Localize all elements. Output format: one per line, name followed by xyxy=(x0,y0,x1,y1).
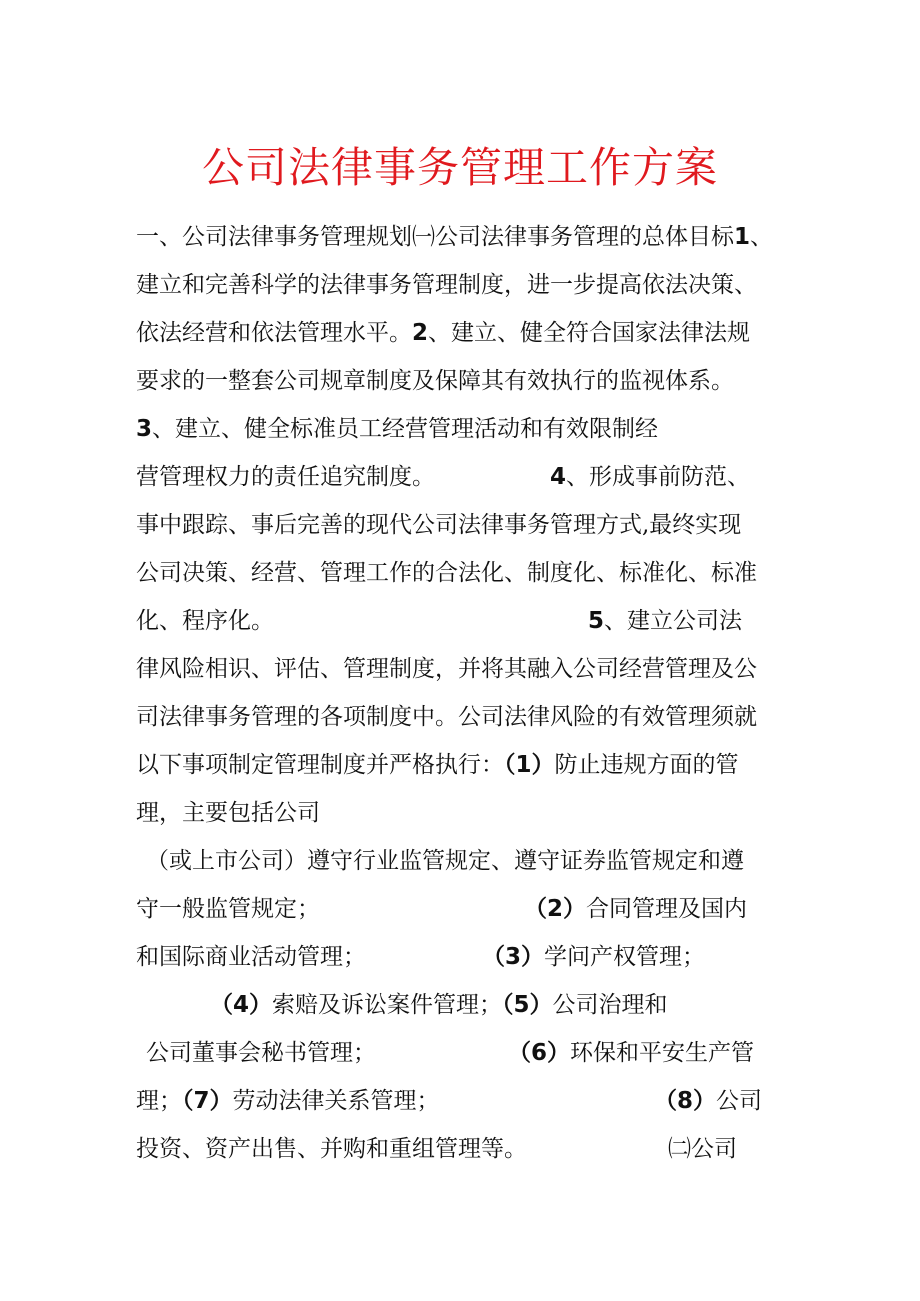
text-line xyxy=(654,1085,762,1117)
document-title: 公司法律事务管理工作方案 xyxy=(201,143,718,192)
text-segment: 、建立公司法 xyxy=(604,608,743,634)
text-line xyxy=(136,413,658,445)
text-line xyxy=(136,557,757,589)
text-line xyxy=(136,701,757,733)
text-line xyxy=(524,893,747,925)
item-number: （2） xyxy=(524,896,587,922)
text-segment: 要求的一整套公司规章制度及保障其有效执行的监视体系。 xyxy=(136,368,734,394)
text-line xyxy=(136,653,757,685)
text-segment: 、建立、健全标准员工经营管理活动和有效限制经 xyxy=(152,416,659,442)
text-segment: 公司治理和 xyxy=(552,992,668,1018)
text-segment: 营管理权力的责任追究制度。 xyxy=(136,464,435,490)
text-segment: 公司 xyxy=(716,1088,763,1114)
text-line xyxy=(668,1133,737,1165)
text-segment: 公司决策、经营、管理工作的合法化、制度化、标准化、标准 xyxy=(136,560,757,586)
text-segment: 化、程序化。 xyxy=(136,608,274,634)
text-line xyxy=(136,461,435,493)
text-line xyxy=(210,989,668,1021)
text-line xyxy=(482,941,705,973)
text-line xyxy=(588,605,742,637)
text-line xyxy=(136,269,757,301)
text-segment: 、形成事前防范、 xyxy=(566,464,751,490)
text-segment: 司法律事务管理的各项制度中。公司法律风险的有效管理须就 xyxy=(136,704,757,730)
item-number: （3） xyxy=(482,944,545,970)
item-number: （1） xyxy=(504,752,555,778)
item-number: 1 xyxy=(734,224,751,250)
item-number: 3 xyxy=(136,416,153,442)
text-segment: 建立和完善科学的法律事务管理制度，进一步提高依法决策、 xyxy=(136,272,757,298)
text-segment: 合同管理及国内 xyxy=(586,896,748,922)
text-segment: 环保和平安生产管 xyxy=(570,1040,755,1066)
text-line xyxy=(136,1133,527,1165)
text-segment: 索赔及诉讼案件管理； xyxy=(272,992,503,1018)
text-segment: 公司董事会秘书管理； xyxy=(146,1040,376,1066)
text-segment: 依法经营和依法管理水平。 xyxy=(136,320,412,346)
text-line xyxy=(136,365,734,397)
text-segment: 、建立、健全符合国家法律法规 xyxy=(428,320,751,346)
item-number: 5 xyxy=(588,608,605,634)
text-segment: 守一般监管规定； xyxy=(136,896,320,922)
text-segment: 理，主要包括公司 xyxy=(136,800,320,826)
text-line xyxy=(136,317,750,349)
text-segment: 投资、资产出售、并购和重组管理等。 xyxy=(136,1136,527,1162)
text-line xyxy=(136,509,741,541)
text-line xyxy=(146,845,744,877)
text-segment: ㈡公司 xyxy=(668,1136,737,1162)
text-segment: 防止违规方面的管 xyxy=(554,752,739,778)
text-segment: 学问产权管理； xyxy=(544,944,706,970)
text-line xyxy=(136,797,320,829)
text-line xyxy=(508,1037,754,1069)
text-segment: 以下事项制定管理制度并严格执行： xyxy=(136,752,504,778)
text-segment: 理； xyxy=(136,1088,182,1114)
text-line xyxy=(136,749,739,781)
item-number: （5） xyxy=(502,992,553,1018)
text-segment: （或上市公司）遵守行业监管规定、遵守证券监管规定和遵 xyxy=(146,848,744,874)
text-segment: 律风险相识、评估、管理制度，并将其融入公司经营管理及公 xyxy=(136,656,757,682)
text-segment: 、 xyxy=(750,224,774,250)
item-number: （4） xyxy=(210,992,273,1018)
text-line xyxy=(136,941,366,973)
item-number: （6） xyxy=(508,1040,571,1066)
text-segment: 事中跟踪、事后完善的现代公司法律事务管理方式,最终实现 xyxy=(136,512,742,538)
text-line xyxy=(136,1085,440,1117)
item-number: 4 xyxy=(550,464,567,490)
item-number: （8） xyxy=(654,1088,717,1114)
item-number: 2 xyxy=(412,320,429,346)
text-line xyxy=(136,893,320,925)
text-line xyxy=(146,1037,376,1069)
item-number: （7） xyxy=(182,1088,233,1114)
text-line xyxy=(550,461,750,493)
text-line xyxy=(136,221,773,253)
text-line xyxy=(136,605,274,637)
text-segment: 和国际商业活动管理； xyxy=(136,944,366,970)
text-segment: 劳动法律关系管理； xyxy=(232,1088,440,1114)
text-segment: 一、公司法律事务管理规划㈠公司法律事务管理的总体目标 xyxy=(136,224,734,250)
